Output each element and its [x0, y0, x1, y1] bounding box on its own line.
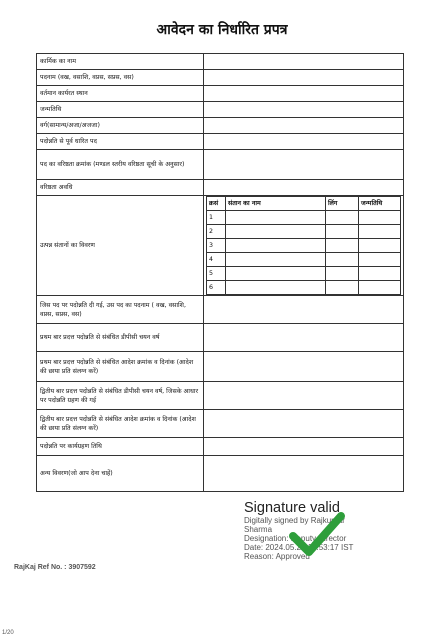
child-name-cell [226, 253, 326, 267]
digital-signature-block [244, 500, 424, 580]
child-name-cell [226, 211, 326, 225]
form-title: आवेदन का निर्धारित प्रपत्र [156, 22, 288, 38]
signature-line: Sharma [244, 525, 273, 534]
reference-number: RajKaj Ref No. : 3907592 [14, 564, 96, 571]
field-value [204, 352, 404, 382]
child-serial: 5 [207, 267, 226, 281]
field-value [204, 102, 404, 118]
child-dob-cell [359, 239, 401, 253]
field-label: वर्ग(सामान्य/अजा/अजजा) [37, 118, 204, 134]
signature-heading: Signature valid [244, 500, 340, 516]
field-label: द्वितीय बार प्रदत्त पदोन्नति से संबंधित डीपीसी चयन वर्ष, जिसके आधार पर पदोन्नति ग्रहण की गई [37, 382, 204, 410]
field-label: पदोन्नति से पूर्व धारित पद [37, 134, 204, 150]
children-label: उत्पन्न संतानों का विवरण [37, 196, 204, 296]
child-name-cell [226, 267, 326, 281]
field-label: अन्य विवरण(जो आप देना चाहें) [37, 456, 204, 492]
child-serial: 6 [207, 281, 226, 295]
col-header-gender: लिंग [326, 197, 359, 211]
field-label: पदोन्नति पर कार्यग्रहण तिथि [37, 438, 204, 456]
field-value [204, 118, 404, 134]
field-label: पदनाम (वख, वसाशि, वप्रस, सप्रस, वस) [37, 70, 204, 86]
child-gender-cell [326, 225, 359, 239]
field-label: वरिष्ठता अवधि [37, 180, 204, 196]
child-name-cell [226, 239, 326, 253]
field-label: कार्मिक का नाम [37, 54, 204, 70]
child-serial: 4 [207, 253, 226, 267]
children-cell [204, 196, 404, 296]
field-value [204, 86, 404, 102]
col-header-name: संतान का नाम [226, 197, 326, 211]
child-gender-cell [326, 281, 359, 295]
children-table [206, 196, 401, 295]
child-gender-cell [326, 267, 359, 281]
field-label: प्रथम बार प्रदत्त पदोन्नति से संबंधित डीपीसी चयन वर्ष [37, 324, 204, 352]
field-value [204, 382, 404, 410]
field-value [204, 296, 404, 324]
field-value [204, 54, 404, 70]
signature-line: Designation: Deputy Director [244, 534, 347, 543]
child-dob-cell [359, 267, 401, 281]
signature-line: Reason: Approved [244, 552, 310, 561]
field-label: वर्तमान कार्यरत स्थान [37, 86, 204, 102]
child-gender-cell [326, 239, 359, 253]
child-serial: 2 [207, 225, 226, 239]
child-dob-cell [359, 253, 401, 267]
signature-line: Digitally signed by Rajkumar [244, 516, 345, 525]
field-label: जिस पद पर पदोन्नति दी गई, उस पद का पदनाम ( वख, वसाशि, वप्रस, सप्रस, वस) [37, 296, 204, 324]
field-label: जन्मतिथि [37, 102, 204, 118]
child-dob-cell [359, 281, 401, 295]
field-value [204, 134, 404, 150]
field-value [204, 438, 404, 456]
field-label: द्वितीय बार प्रदत्त पदोन्नति से संबंधित आदेश क्रमांक व दिनांक (आदेश की छाया प्रति संलग्न करें) [37, 410, 204, 438]
field-value [204, 180, 404, 196]
child-gender-cell [326, 211, 359, 225]
child-dob-cell [359, 211, 401, 225]
field-value [204, 70, 404, 86]
page-number: 1/20 [2, 630, 14, 636]
field-label: पद का वरिष्ठता क्रमांक (मण्डल स्तरीय वरिष्ठता सूची के अनुसार) [37, 150, 204, 180]
field-value [204, 456, 404, 492]
field-label: प्रथम बार प्रदत्त पदोन्नति से संबंधित आदेश क्रमांक व दिनांक (आदेश की छाया प्रति संलग्न करें) [37, 352, 204, 382]
child-gender-cell [326, 253, 359, 267]
child-dob-cell [359, 225, 401, 239]
field-value [204, 410, 404, 438]
child-serial: 1 [207, 211, 226, 225]
child-name-cell [226, 225, 326, 239]
application-form-table [36, 53, 404, 492]
signature-line: Date: 2024.05.22 13:53:17 IST [244, 543, 354, 552]
col-header-serial: क्रसं [207, 197, 226, 211]
col-header-dob: जन्मतिथि [359, 197, 401, 211]
field-value [204, 324, 404, 352]
child-name-cell [226, 281, 326, 295]
child-serial: 3 [207, 239, 226, 253]
field-value [204, 150, 404, 180]
checkmark-icon [289, 512, 345, 556]
